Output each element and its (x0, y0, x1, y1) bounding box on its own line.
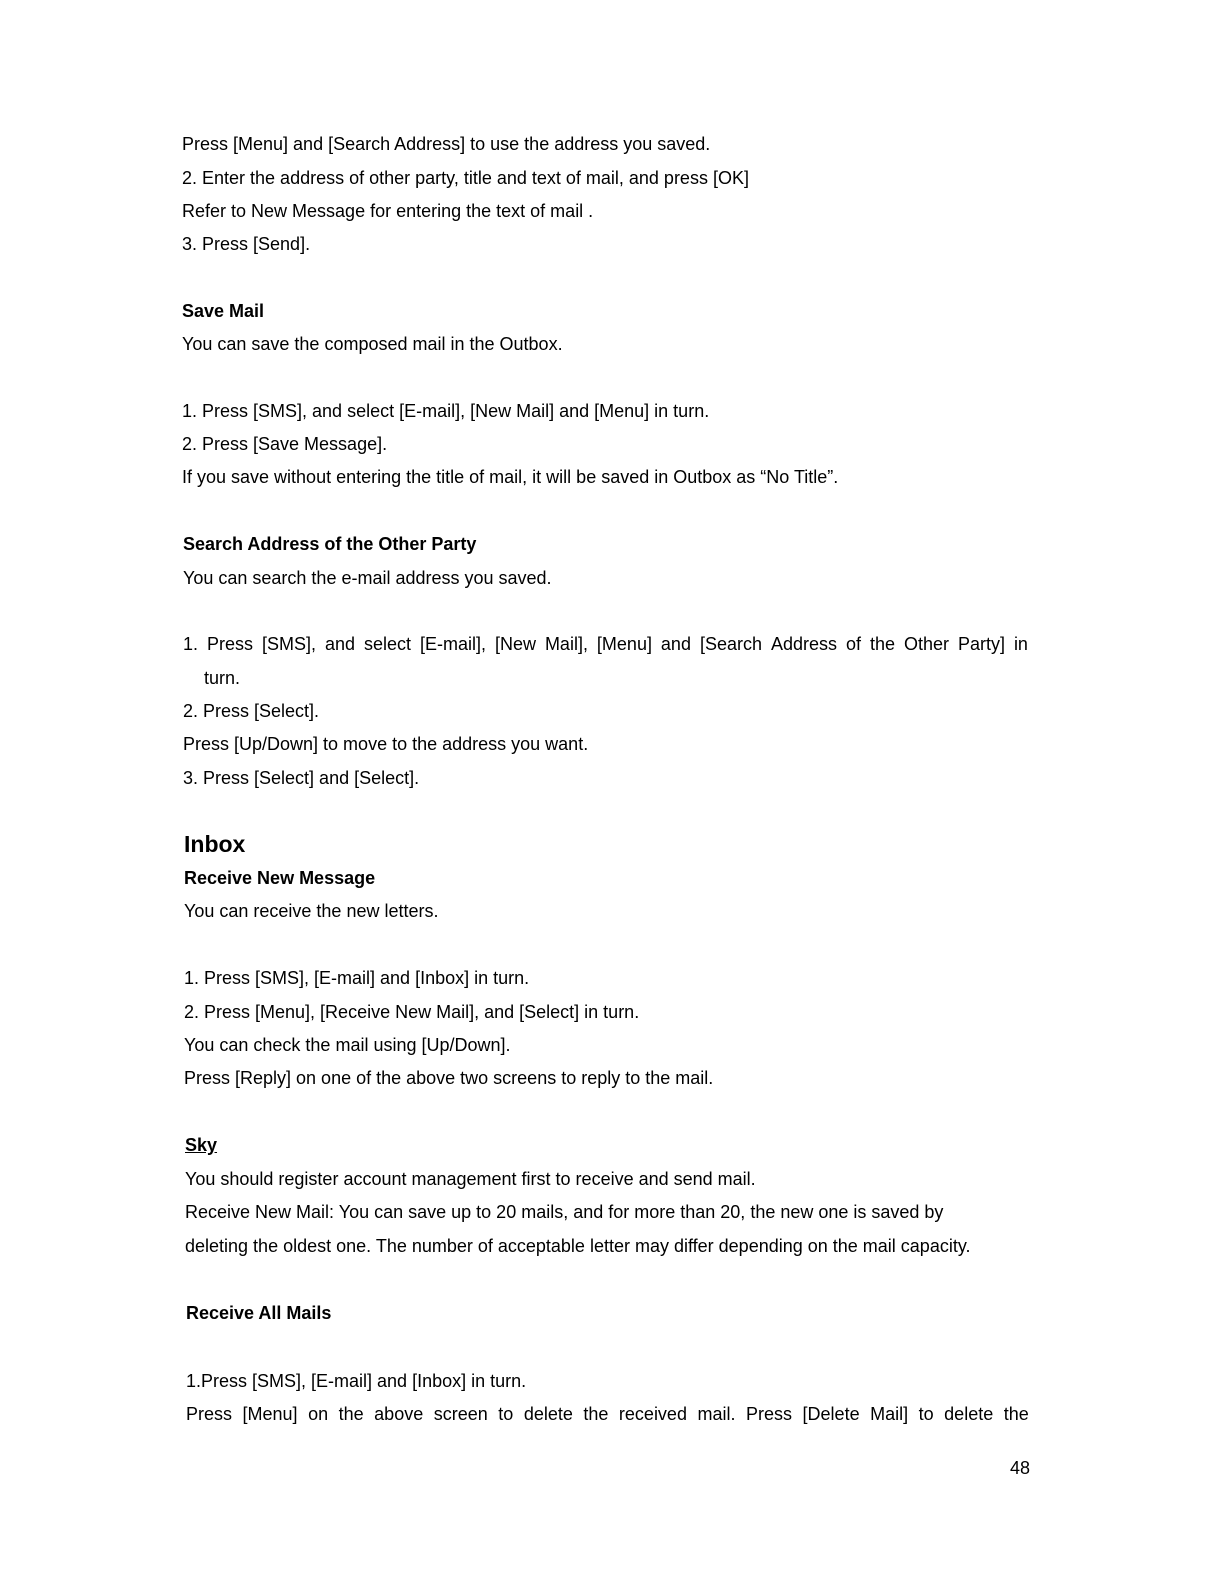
search-address-step-1-word: Other (903, 634, 949, 654)
receive-all-note-word: the (338, 1404, 364, 1424)
save-mail-heading: Save Mail (182, 301, 265, 321)
receive-all-note-word: Mail] (870, 1404, 909, 1424)
sky-line-1: You should register account management first to receive and send mail. (185, 1169, 756, 1189)
receive-all-step-1: 1.Press [SMS], [E-mail] and [Inbox] in turn. (186, 1371, 527, 1391)
search-address-step-1-word: Mail], (544, 634, 588, 654)
receive-all-heading: Receive All Mails (186, 1303, 332, 1323)
search-address-step-1-word: [New (494, 634, 536, 654)
inbox-desc: You can receive the new letters. (184, 901, 439, 921)
save-mail-note: If you save without entering the title of mail, it will be saved in Outbox as “No Title”. (182, 467, 839, 487)
inbox-note-2: Press [Reply] on one of the above two screens to reply to the mail. (184, 1068, 714, 1088)
inbox-step-1: 1. Press [SMS], [E-mail] and [Inbox] in turn. (184, 968, 530, 988)
sky-line-2: Receive New Mail: You can save up to 20 mails, and for more than 20, the new one is saved by (185, 1202, 944, 1222)
receive-all-note-word: received (618, 1404, 687, 1424)
intro-line-3: Refer to New Message for entering the text of mail . (182, 201, 594, 221)
search-address-step-1-word: and (660, 634, 691, 654)
intro-line-4: 3. Press [Send]. (182, 234, 311, 254)
save-mail-step-1: 1. Press [SMS], and select [E-mail], [New Mail] and [Menu] in turn. (182, 401, 710, 421)
search-address-step-1-word: [Menu] (596, 634, 652, 654)
sky-heading: Sky (185, 1135, 218, 1155)
search-address-step-1-word: select (363, 634, 411, 654)
search-address-step-1-word: Address (770, 634, 837, 654)
receive-all-note-word: [Delete (802, 1404, 860, 1424)
receive-all-note-word: delete (944, 1404, 994, 1424)
inbox-title: Inbox (184, 831, 246, 857)
receive-all-note-word: Press (746, 1404, 793, 1424)
search-address-step-1-word: Press (206, 634, 253, 654)
search-address-desc: You can search the e-mail address you saved. (183, 568, 552, 588)
receive-all-note-word: mail. (697, 1404, 736, 1424)
search-address-step-1-word: in (1013, 634, 1028, 654)
search-address-step-2: 2. Press [Select]. (183, 701, 320, 721)
inbox-step-2: 2. Press [Menu], [Receive New Mail], and [Select] in turn. (184, 1002, 640, 1022)
receive-all-note (186, 1403, 1029, 1425)
intro-line-1: Press [Menu] and [Search Address] to use the address you saved. (182, 134, 711, 154)
receive-all-note-word: the (583, 1404, 609, 1424)
search-address-step-1-word: [SMS], (261, 634, 316, 654)
receive-all-note-word: to (918, 1404, 934, 1424)
receive-all-note-word: delete (523, 1404, 573, 1424)
receive-all-note-word: on (308, 1404, 329, 1424)
receive-all-note-word: above (374, 1404, 424, 1424)
search-address-step-3: 3. Press [Select] and [Select]. (183, 768, 420, 788)
search-address-heading: Search Address of the Other Party (183, 534, 477, 554)
save-mail-desc: You can save the composed mail in the Outbox. (182, 334, 563, 354)
search-address-step-1-word: [Search (699, 634, 762, 654)
receive-all-note-word: Press (186, 1404, 233, 1424)
receive-new-message-heading: Receive New Message (184, 868, 376, 888)
search-address-step-1-word: 1. (183, 634, 199, 654)
save-mail-step-2: 2. Press [Save Message]. (182, 434, 388, 454)
receive-all-note-word: screen (433, 1404, 488, 1424)
search-address-step-1-word: and (324, 634, 355, 654)
receive-all-note-word: the (1003, 1404, 1029, 1424)
inbox-note-1: You can check the mail using [Up/Down]. (184, 1035, 511, 1055)
page-number: 48 (1010, 1458, 1031, 1478)
search-address-step-1-word: [E-mail], (419, 634, 486, 654)
sky-line-3: deleting the oldest one. The number of acceptable letter may differ depending on the mail capacity. (185, 1236, 971, 1256)
search-address-step-1-word: Party] (957, 634, 1005, 654)
search-address-step-1-cont: turn. (204, 668, 241, 688)
receive-all-note-word: to (498, 1404, 514, 1424)
intro-line-2: 2. Enter the address of other party, title and text of mail, and press [OK] (182, 168, 749, 188)
search-address-step-1-word: the (869, 634, 895, 654)
receive-all-note-word: [Menu] (242, 1404, 298, 1424)
search-address-step-1 (183, 633, 1028, 655)
search-address-step-1-word: of (845, 634, 861, 654)
search-address-note: Press [Up/Down] to move to the address you want. (183, 734, 589, 754)
